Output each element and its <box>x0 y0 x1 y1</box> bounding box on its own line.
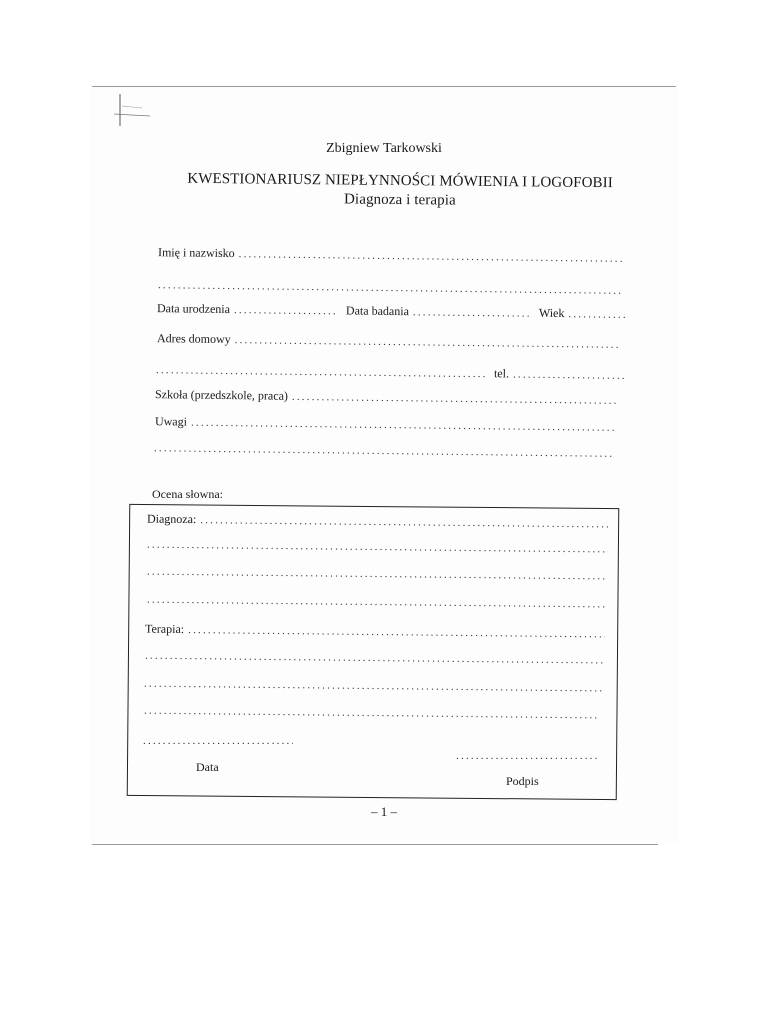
document-title <box>180 170 620 213</box>
title-main: KWESTIONARIUSZ NIEPŁYNNOŚCI MÓWIENIA I LOGOFOBII <box>187 170 613 192</box>
field-age-label: Wiek <box>538 305 565 321</box>
field-address-label: Adres domowy <box>156 331 231 347</box>
signature-line[interactable] <box>456 750 600 762</box>
dotted-line <box>292 391 617 407</box>
assessment-label: Ocena słowna: <box>152 487 223 501</box>
author-name: Zbigniew Tarkowski <box>326 141 442 156</box>
field-name-label: Imię i nazwisko <box>157 245 235 261</box>
field-phone[interactable] <box>513 368 626 381</box>
field-age[interactable] <box>568 308 627 321</box>
page-number: – 1 – <box>371 804 397 819</box>
assessment-heading <box>152 487 352 502</box>
signature-label: Podpis <box>506 774 539 788</box>
diagnosis-label: Diagnoza: <box>146 511 197 527</box>
field-school-label: Szkoła (przedszkole, praca) <box>154 387 289 403</box>
date-label: Data <box>196 760 219 774</box>
field-exam-date[interactable] <box>413 306 531 319</box>
signature-caption <box>506 774 566 789</box>
date-line[interactable] <box>143 735 293 747</box>
bottom-rule <box>92 844 658 845</box>
therapy-label: Terapia: <box>144 621 185 637</box>
field-notes-label: Uwagi <box>154 414 188 429</box>
field-birth-date[interactable] <box>234 304 338 317</box>
date-caption <box>196 760 256 775</box>
field-phone-label: tel. <box>493 366 510 381</box>
corner-mark-icon <box>112 92 152 132</box>
dotted-line <box>143 735 293 747</box>
dotted-line <box>456 750 600 762</box>
title-sub: Diagnoza i terapia <box>343 191 456 209</box>
field-exam-date-label: Data badania <box>345 303 410 319</box>
top-rule <box>92 86 676 87</box>
field-birth-date-label: Data urodzenia <box>156 301 231 317</box>
